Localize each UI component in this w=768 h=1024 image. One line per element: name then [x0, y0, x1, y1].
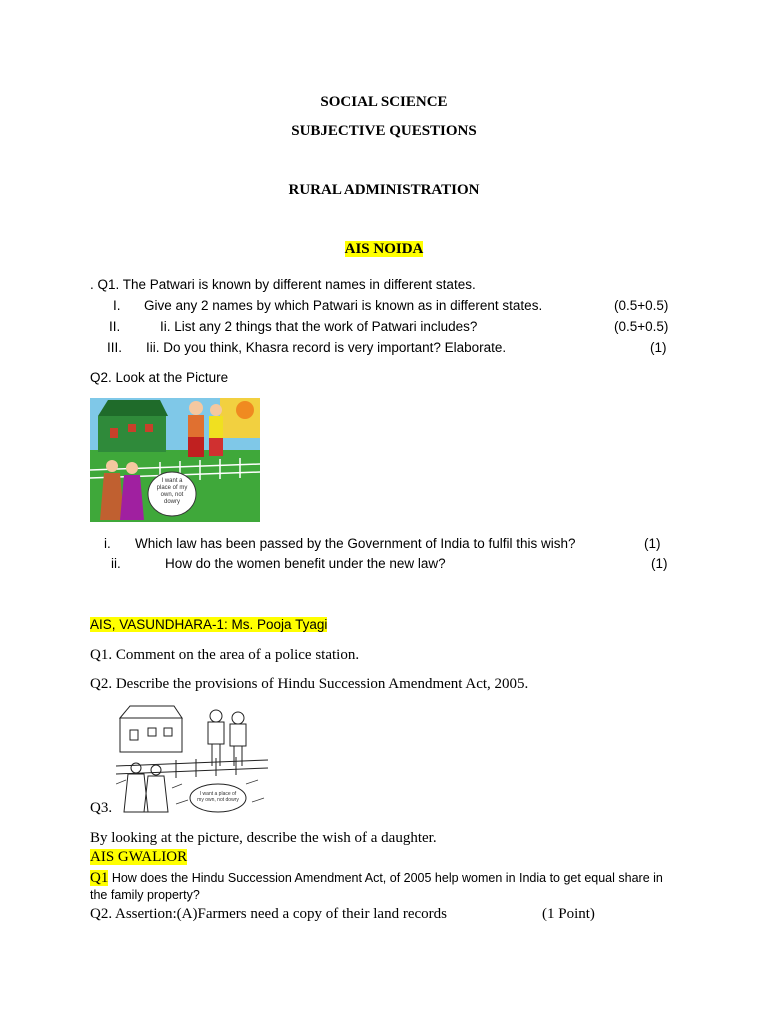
- question-text: How does the Hindu Succession Amendment Act, of 2005 help women in India to get equal share in: [108, 871, 663, 885]
- list-item: Which law has been passed by the Government of India to fulfil this wish?: [135, 536, 576, 551]
- school-name: AIS NOIDA: [344, 241, 424, 257]
- question-1-continued: the family property?: [90, 888, 200, 902]
- marks: (1 Point): [542, 906, 595, 922]
- school-heading-gwalior: [90, 849, 187, 866]
- chapter-title: RURAL ADMINISTRATION: [288, 182, 480, 198]
- list-num: I.: [113, 298, 121, 313]
- marks: (1): [644, 536, 661, 551]
- question-1: [90, 869, 663, 887]
- question-label: Q1: [90, 870, 109, 886]
- list-item: Ii. List any 2 things that the work of Patwari includes?: [160, 319, 478, 334]
- marks: (0.5+0.5): [614, 319, 669, 334]
- question-1: . Q1. The Patwari is known by different names in different states.: [90, 277, 476, 292]
- illustration-sketch: [116, 704, 268, 814]
- illustration-colored: [90, 398, 260, 522]
- school-heading-vasundhara: [90, 617, 327, 632]
- list-num: i.: [104, 536, 111, 551]
- list-num: III.: [107, 340, 123, 355]
- marks: (0.5+0.5): [614, 298, 669, 313]
- sketch-image: [116, 704, 268, 814]
- question-2: Q2. Look at the Picture: [90, 370, 229, 385]
- list-num: II.: [109, 319, 121, 334]
- marks: (1): [650, 340, 667, 355]
- list-num: ii.: [111, 556, 121, 571]
- subject-title: SOCIAL SCIENCE: [320, 94, 448, 110]
- school-name: AIS, VASUNDHARA-1: Ms. Pooja Tyagi: [90, 617, 328, 632]
- list-item: Give any 2 names by which Patwari is known as in different states.: [144, 298, 543, 313]
- list-item: How do the women benefit under the new law?: [165, 556, 446, 571]
- marks: (1): [651, 556, 668, 571]
- school-heading-noida: [0, 241, 768, 258]
- question-3: By looking at the picture, describe the wish of a daughter.: [90, 830, 437, 846]
- question-2: Q2. Describe the provisions of Hindu Succession Amendment Act, 2005.: [90, 676, 529, 692]
- question-3-label: Q3.: [90, 800, 113, 816]
- speech-bubble-text: I want a place of my own, not dowry: [156, 478, 188, 505]
- school-name: AIS GWALIOR: [90, 849, 188, 865]
- question-1: Q1. Comment on the area of a police station.: [90, 647, 360, 663]
- question-2: Q2. Assertion:(A)Farmers need a copy of their land records: [90, 906, 447, 922]
- speech-bubble-text: I want a place of my own, not dowry: [197, 791, 239, 803]
- document-type: SUBJECTIVE QUESTIONS: [291, 123, 477, 139]
- list-item: Iii. Do you think, Khasra record is very important? Elaborate.: [146, 340, 507, 355]
